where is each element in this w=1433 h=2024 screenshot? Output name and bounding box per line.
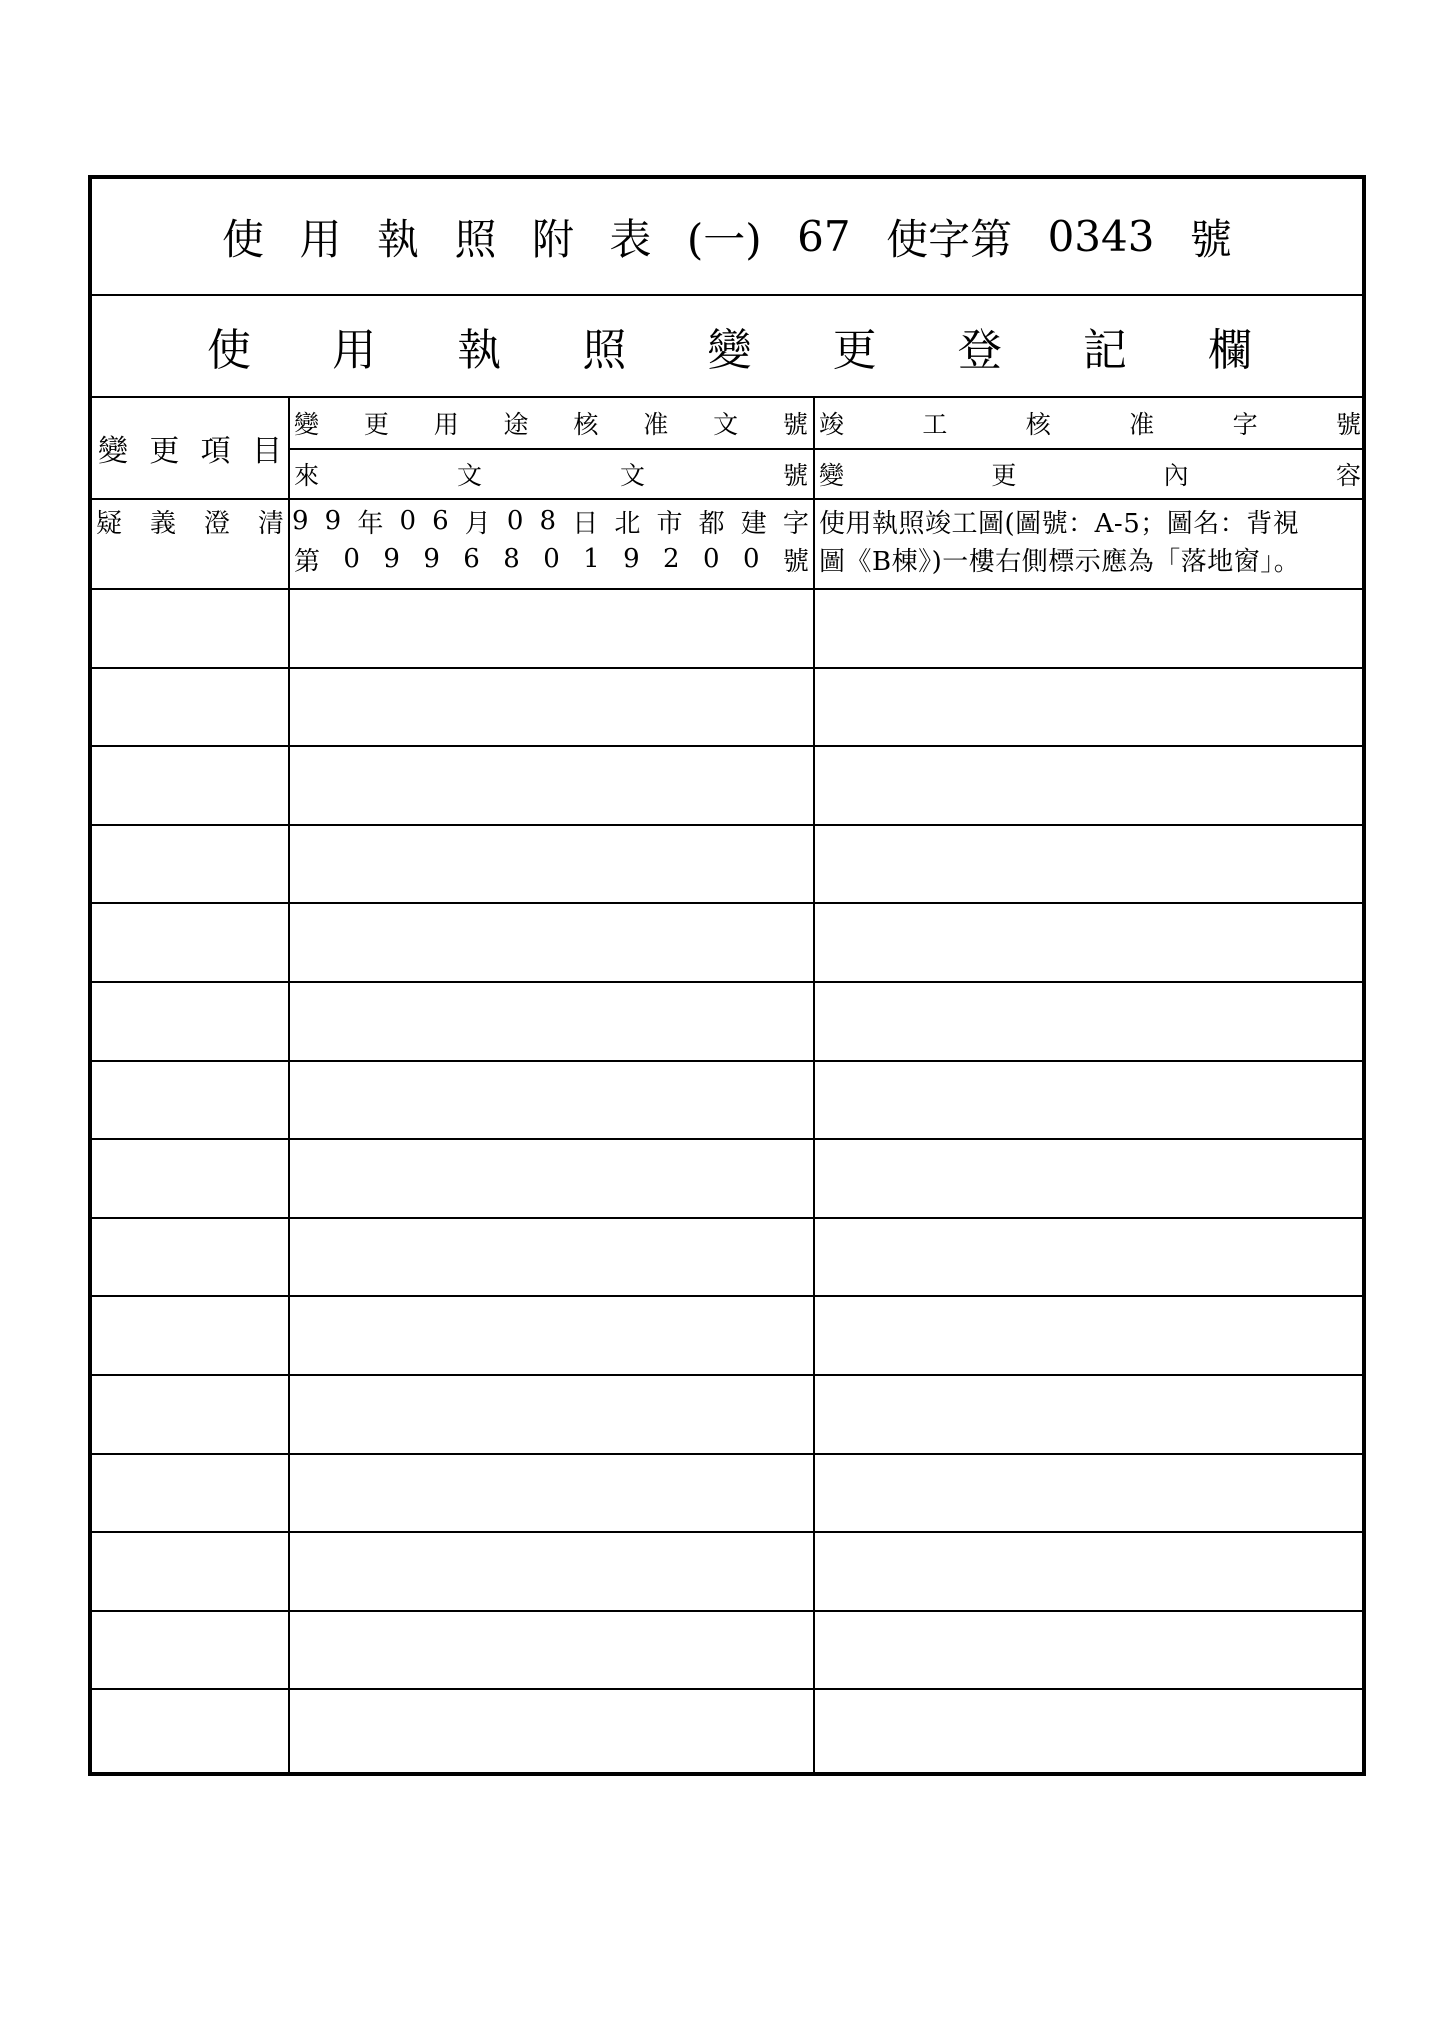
header-item	[98, 398, 282, 498]
cell-char: 年	[357, 508, 384, 539]
row-divider	[92, 1610, 1362, 1612]
header-incoming-doc	[294, 449, 808, 498]
subtitle-char: 更	[832, 325, 877, 376]
cell-char: 1	[583, 544, 600, 574]
header-char: 用	[433, 410, 459, 439]
registration-table	[88, 175, 1366, 1776]
title-char: 附	[531, 214, 574, 264]
column-divider	[288, 396, 290, 1772]
header-char: 准	[643, 410, 669, 439]
cell-char: 6	[432, 506, 449, 536]
title-char: 使字第	[886, 214, 1013, 264]
cell-char: 建	[740, 508, 767, 539]
cell-char: 9	[383, 544, 400, 574]
header-change-content	[819, 449, 1361, 498]
column-divider	[813, 396, 815, 1772]
cell-char: 9	[324, 506, 342, 536]
cell-char: 9	[292, 506, 309, 536]
cell-char: 澄	[203, 508, 230, 539]
subtitle-char: 用	[332, 325, 377, 376]
subtitle-char: 欄	[1208, 325, 1252, 376]
title-char: 67	[797, 212, 851, 261]
row-divider	[92, 667, 1362, 669]
cell-char: 0	[399, 506, 416, 536]
row-divider	[92, 824, 1362, 826]
subtitle-char: 登	[957, 325, 1002, 376]
header-approval-doc	[294, 398, 808, 448]
cell-char: 日	[572, 508, 599, 539]
row-divider	[92, 1531, 1362, 1533]
header-char: 號	[782, 460, 808, 490]
title-char: 號	[1189, 214, 1232, 264]
cell-char: 0	[742, 544, 760, 574]
title-char: (一)	[686, 214, 762, 264]
cell-char: 0	[703, 544, 720, 574]
header-char: 核	[573, 410, 599, 439]
row-divider	[92, 1217, 1362, 1219]
row-item	[96, 501, 284, 541]
header-char: 項	[200, 434, 231, 469]
cell-char: 清	[257, 508, 284, 539]
row-divider	[92, 1138, 1362, 1140]
header-completion-number	[819, 398, 1361, 448]
header-char: 號	[782, 410, 808, 439]
header-char: 文	[619, 460, 645, 490]
header-char: 更	[149, 434, 180, 469]
row-divider	[92, 745, 1362, 747]
cell-char: 月	[464, 508, 491, 539]
title-char: 用	[299, 214, 342, 264]
section-title	[207, 296, 1252, 396]
title-char: 照	[454, 214, 497, 264]
title-char: 0343	[1047, 212, 1155, 261]
row-divider	[92, 1060, 1362, 1062]
header-char: 目	[251, 434, 282, 469]
cell-char: 2	[663, 544, 680, 574]
title-char: 使	[222, 214, 265, 264]
subtitle-char: 照	[582, 325, 627, 376]
header-char: 號	[1335, 410, 1361, 439]
header-char: 字	[1232, 410, 1258, 439]
cell-char: 8	[539, 506, 557, 536]
cell-char: 第	[294, 546, 321, 577]
cell-char: 市	[656, 508, 683, 539]
row-divider	[92, 1688, 1362, 1690]
cell-char: 0	[506, 506, 524, 536]
header-char: 竣	[819, 410, 845, 439]
header-char: 來	[294, 460, 320, 490]
row-divider	[92, 1295, 1362, 1297]
cell-char: 0	[543, 544, 560, 574]
header-char: 文	[456, 460, 482, 490]
subtitle-char: 記	[1082, 325, 1127, 376]
header-char: 內	[1163, 460, 1189, 490]
header-char: 變	[819, 460, 845, 490]
cell-char: 字	[782, 508, 809, 539]
row-divider	[92, 981, 1362, 983]
header-char: 核	[1025, 410, 1051, 439]
divider	[92, 498, 1362, 500]
header-char: 變	[294, 410, 320, 439]
row-doc-line1	[292, 501, 809, 541]
cell-char: 義	[149, 508, 176, 539]
subtitle-char: 使	[207, 325, 251, 376]
header-char: 更	[991, 460, 1017, 490]
row-divider	[92, 1374, 1362, 1376]
subtitle-char: 變	[707, 325, 752, 376]
row-content-line2: 圖《B棟》)一樓右側標示應為「落地窗」。	[819, 546, 1301, 577]
divider	[92, 588, 1362, 590]
row-content-line1: 使用執照竣工圖(圖號：A-5；圖名：背視	[819, 508, 1300, 539]
header-char: 容	[1335, 460, 1361, 490]
header-char: 文	[713, 410, 739, 439]
cell-char: 都	[698, 508, 725, 539]
header-char: 變	[98, 434, 128, 469]
cell-char: 疑	[96, 508, 123, 539]
cell-char: 0	[343, 544, 360, 574]
row-divider	[92, 902, 1362, 904]
header-char: 更	[363, 410, 389, 439]
subtitle-char: 執	[457, 325, 502, 376]
row-divider	[92, 1453, 1362, 1455]
cell-char: 8	[503, 544, 520, 574]
cell-char: 9	[423, 544, 440, 574]
cell-char: 6	[463, 544, 480, 574]
header-char: 准	[1129, 410, 1155, 439]
cell-char: 9	[623, 544, 640, 574]
form-title	[222, 179, 1232, 294]
cell-char: 北	[614, 508, 641, 539]
title-char: 執	[376, 214, 419, 264]
header-char: 途	[503, 410, 529, 439]
header-char: 工	[922, 410, 948, 439]
cell-char: 號	[782, 546, 809, 577]
title-char: 表	[609, 214, 652, 264]
row-doc-line2	[294, 539, 809, 579]
